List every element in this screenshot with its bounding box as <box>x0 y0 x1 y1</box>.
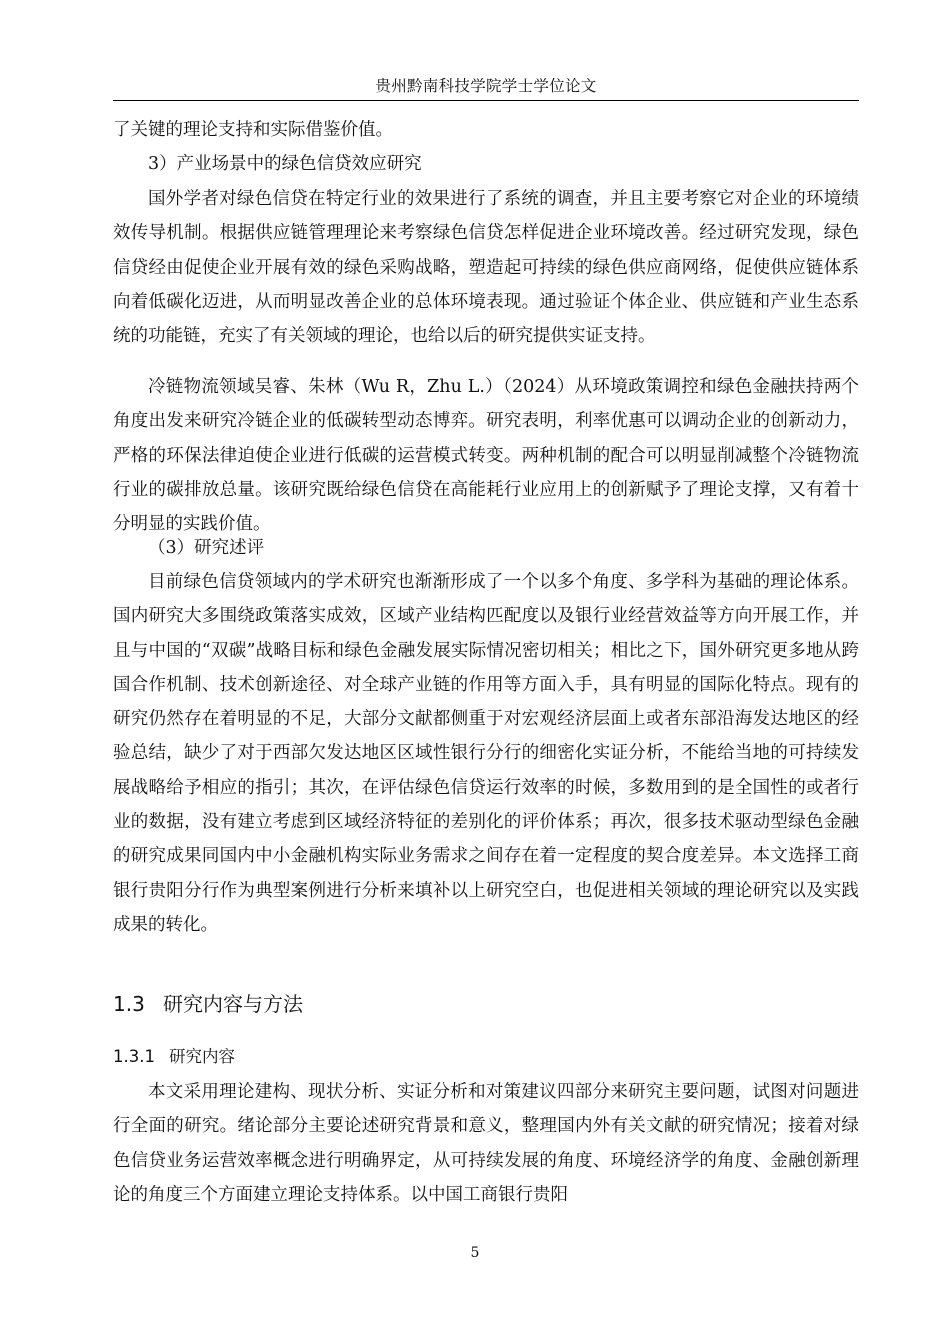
header-divider <box>113 100 859 101</box>
subsection-heading-industry: 3）产业场景中的绿色信贷效应研究 <box>148 154 422 174</box>
paragraph-foreign-research: 国外学者对绿色信贷在特定行业的效果进行了系统的调查，并且主要考察它对企业的环境绩效传导机制。根据供应链管理理论来考察绿色信贷怎样促进企业环境改善。经过研究发现，绿色信贷经由促使企业开展有效的绿色采购战略，塑造起可持续的绿色供应商网络，促使供应链体系向着低碳化迈进，从而明显改善企业的总体环境表现。通过验证个体企业、供应链和产业生态系统的功能链，充实了有关领域的理论，也给以后的研究提供实证支持。 <box>113 189 859 347</box>
section-title: 研究内容与方法 <box>163 992 303 1016</box>
subsection-heading-1-3-1 <box>113 1043 235 1067</box>
subsection-title: 研究内容 <box>169 1047 235 1066</box>
section-heading-1-3 <box>113 988 303 1017</box>
paragraph-cold-chain: 冷链物流领域吴睿、朱林（Wu R，Zhu L.）（2024）从环境政策调控和绿色金融扶持两个角度出发来研究冷链企业的低碳转型动态博弈。研究表明，利率优惠可以调动企业的创新动力，严格的环保法律迫使企业进行低碳的运营模式转变。两种机制的配合可以明显削减整个冷链物流行业的碳排放总量。该研究既给绿色信贷在高能耗行业应用上的创新赋予了理论支撑，又有着十分明显的实践价值。 <box>113 377 859 535</box>
paragraph-research-content: 本文采用理论建构、现状分析、实证分析和对策建议四部分来研究主要问题，试图对问题进行全面的研究。绪论部分主要论述研究背景和意义，整理国内外有关文献的研究情况；接着对绿色信贷业务运营效率概念进行明确界定，从可持续发展的角度、环境经济学的角度、金融创新理论的角度三个方面建立理论支持体系。以中国工商银行贵阳 <box>113 1082 859 1205</box>
paragraph-continuation: 了关键的理论支持和实际借鉴价值。 <box>113 120 393 140</box>
subsection-number: 1.3.1 <box>113 1047 155 1066</box>
page-header: 贵州黔南科技学院学士学位论文 <box>375 77 597 95</box>
paragraph-research-review: 目前绿色信贷领域内的学术研究也渐渐形成了一个以多个角度、多学科为基础的理论体系。国内研究大多围绕政策落实成效，区域产业结构匹配度以及银行业经营效益等方向开展工作，并且与中国的“双碳”战略目标和绿色金融发展实际情况密切相关；相比之下，国外研究更多地从跨国合作机制、技术创新途径、对全球产业链的作用等方面入手，具有明显的国际化特点。现有的研究仍然存在着明显的不足，大部分文献都侧重于对宏观经济层面上或者东部沿海发达地区的经验总结，缺少了对于西部欠发达地区区域性银行分行的细密化实证分析，不能给当地的可持续发展战略给予相应的指引；其次，在评估绿色信贷运行效率的时候，多数用到的是全国性的或者行业的数据，没有建立考虑到区域经济特征的差别化的评价体系；再次，很多技术驱动型绿色金融的研究成果同国内中小金融机构实际业务需求之间存在着一定程度的契合度差异。本文选择工商银行贵阳分行作为典型案例进行分析来填补以上研究空白，也促进相关领域的理论研究以及实践成果的转化。 <box>113 572 859 935</box>
page-number: 5 <box>470 1245 480 1261</box>
subsection-heading-review: （3）研究述评 <box>148 538 265 558</box>
section-number: 1.3 <box>113 992 145 1016</box>
